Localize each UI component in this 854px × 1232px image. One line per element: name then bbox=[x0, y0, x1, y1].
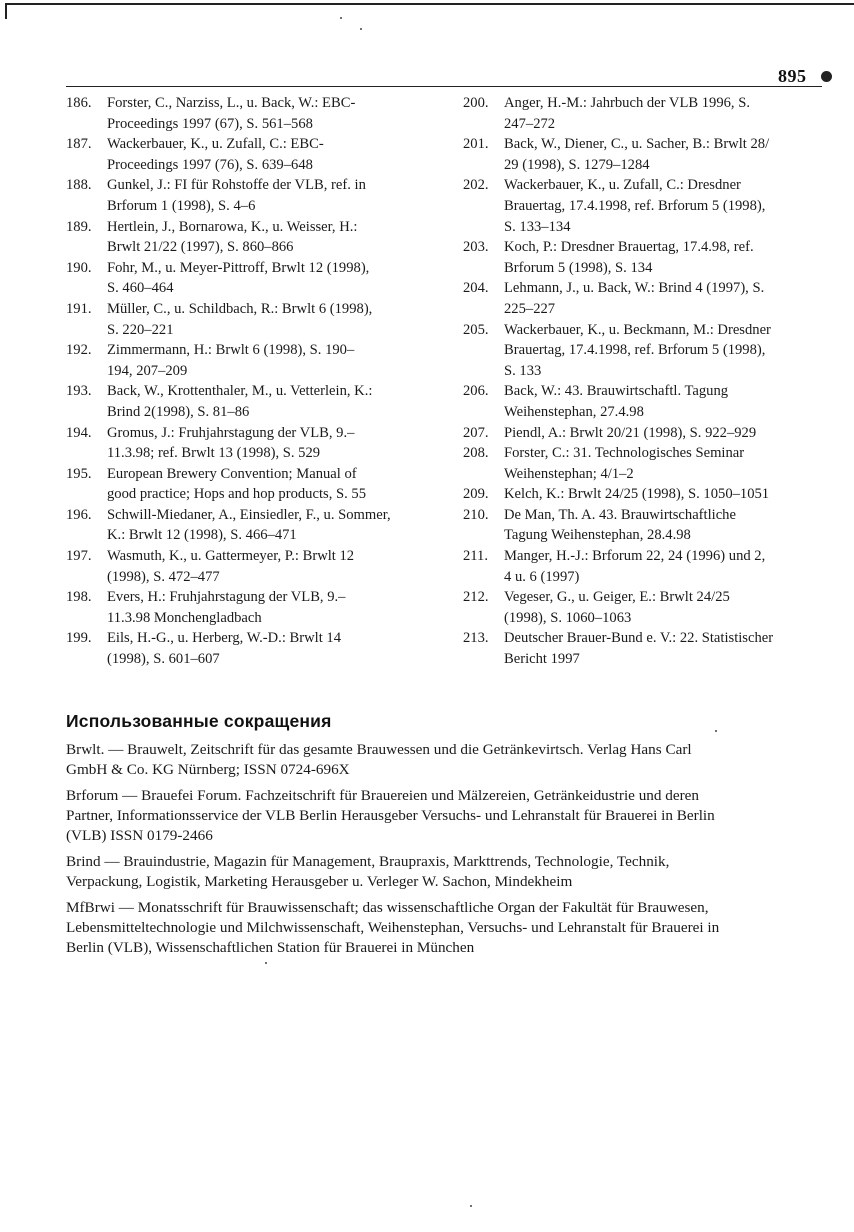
abbreviation-entry: Brforum — Brauefei Forum. Fachzeitschrift für Brauereien und Mälzereien, Getränkeidustrie und deren Partner, Informationsservice der VLB Berlin Herausgeber Versuchs- und Lehranstalt für Brauerei in Berlin (VLB) ISSN 0179-2466 bbox=[66, 787, 715, 844]
reference-number: 212. bbox=[463, 589, 489, 606]
reference-text: Schwill-Miedaner, A., Einsiedler, F., u. Sommer, K.: Brwlt 12 (1998), S. 466–471 bbox=[107, 506, 391, 544]
reference-text: Koch, P.: Dresdner Brauertag, 17.4.98, ref. Brforum 5 (1998), S. 134 bbox=[504, 239, 754, 276]
scan-corner-mark bbox=[5, 3, 854, 19]
reference-text: Back, W., Diener, C., u. Sacher, B.: Brwlt 28/ 29 (1998), S. 1279–1284 bbox=[504, 136, 770, 173]
reference-text: Anger, H.-M.: Jahrbuch der VLB 1996, S. 247–272 bbox=[504, 95, 750, 132]
reference-item bbox=[66, 546, 446, 587]
reference-number: 205. bbox=[463, 321, 489, 338]
reference-number: 196. bbox=[66, 506, 92, 523]
reference-number: 190. bbox=[66, 259, 92, 276]
reference-text: Gromus, J.: Fruhjahrstagung der VLB, 9.– 11.3.98; ref. Brwlt 13 (1998), S. 529 bbox=[107, 424, 355, 462]
reference-text: Vegeser, G., u. Geiger, E.: Brwlt 24/25 (1998), S. 1060–1063 bbox=[504, 589, 730, 626]
reference-text: De Man, Th. A. 43. Brauwirtschaftliche Tagung Weihenstephan, 28.4.98 bbox=[504, 506, 736, 544]
reference-number: 193. bbox=[66, 383, 92, 400]
reference-text: Lehmann, J., u. Back, W.: Brind 4 (1997), S. 225–227 bbox=[504, 280, 765, 317]
reference-text: Piendl, A.: Brwlt 20/21 (1998), S. 922–929 bbox=[504, 424, 757, 441]
reference-text: Wasmuth, K., u. Gattermeyer, P.: Brwlt 12 (1998), S. 472–477 bbox=[107, 548, 355, 585]
scan-speck bbox=[340, 17, 342, 19]
abbreviations-heading: Использованные сокращения bbox=[66, 711, 332, 731]
reference-item bbox=[463, 381, 843, 422]
reference-item bbox=[66, 340, 446, 381]
reference-number: 202. bbox=[463, 177, 489, 194]
reference-text: Gunkel, J.: FI für Rohstoffe der VLB, ref. in Brforum 1 (1998), S. 4–6 bbox=[107, 177, 366, 214]
page-number: 895 bbox=[778, 66, 807, 86]
reference-number: 206. bbox=[463, 383, 489, 400]
scan-speck bbox=[265, 962, 267, 964]
reference-text: Forster, C., Narziss, L., u. Back, W.: EBC- Proceedings 1997 (67), S. 561–568 bbox=[107, 95, 356, 132]
reference-number: 200. bbox=[463, 95, 489, 111]
reference-item bbox=[66, 299, 446, 340]
reference-item bbox=[463, 278, 843, 319]
reference-text: Manger, H.-J.: Brforum 22, 24 (1996) und 2, 4 u. 6 (1997) bbox=[504, 548, 766, 585]
reference-text: Wackerbauer, K., u. Zufall, C.: Dresdner Brauertag, 17.4.1998, ref. Brforum 5 (1998), S. 133–134 bbox=[504, 177, 766, 235]
abbreviations-list bbox=[66, 740, 836, 964]
reference-number: 198. bbox=[66, 589, 92, 606]
reference-item bbox=[463, 237, 843, 278]
reference-text: European Brewery Convention; Manual of good practice; Hops and hop products, S. 55 bbox=[107, 465, 366, 503]
reference-number: 188. bbox=[66, 177, 92, 194]
reference-number: 189. bbox=[66, 218, 92, 235]
reference-number: 208. bbox=[463, 445, 489, 462]
reference-text: Wackerbauer, K., u. Beckmann, M.: Dresdner Brauertag, 17.4.1998, ref. Brforum 5 (1998), S. 133 bbox=[504, 321, 771, 379]
reference-item bbox=[66, 505, 446, 546]
reference-text: Hertlein, J., Bornarowa, K., u. Weisser, H.: Brwlt 21/22 (1997), S. 860–866 bbox=[107, 218, 358, 256]
reference-item bbox=[463, 423, 843, 444]
reference-item bbox=[66, 217, 446, 258]
reference-number: 199. bbox=[66, 630, 92, 647]
reference-number: 203. bbox=[463, 239, 489, 256]
reference-item bbox=[463, 587, 843, 628]
reference-text: Wackerbauer, K., u. Zufall, C.: EBC- Proceedings 1997 (76), S. 639–648 bbox=[107, 136, 324, 173]
reference-number: 187. bbox=[66, 136, 92, 153]
reference-number: 195. bbox=[66, 465, 92, 482]
reference-number: 201. bbox=[463, 136, 489, 153]
reference-item bbox=[66, 587, 446, 628]
references-right-column bbox=[463, 93, 843, 670]
reference-item bbox=[66, 464, 446, 505]
reference-number: 207. bbox=[463, 424, 489, 441]
reference-text: Forster, C.: 31. Technologisches Seminar Weihenstephan; 4/1–2 bbox=[504, 445, 745, 482]
reference-item bbox=[66, 423, 446, 464]
reference-item bbox=[66, 628, 446, 669]
reference-item bbox=[463, 628, 843, 669]
reference-item bbox=[66, 93, 446, 134]
reference-item bbox=[463, 443, 843, 484]
reference-item bbox=[66, 175, 446, 216]
reference-text: Back, W.: 43. Brauwirtschaftl. Tagung Weihenstephan, 27.4.98 bbox=[504, 383, 729, 420]
reference-number: 209. bbox=[463, 486, 489, 503]
reference-number: 204. bbox=[463, 280, 489, 297]
reference-item bbox=[463, 484, 843, 505]
reference-number: 191. bbox=[66, 300, 92, 317]
abbreviation-entry: Brwlt. — Brauwelt, Zeitschrift für das gesamte Brauwessen und die Getränkevirtsch. Verlag Hans Carl GmbH & Co. KG Nürnberg; ISSN 0724-696X bbox=[66, 741, 692, 778]
reference-item bbox=[463, 175, 843, 237]
reference-text: Fohr, M., u. Meyer-Pittroff, Brwlt 12 (1998), S. 460–464 bbox=[107, 259, 370, 297]
reference-item bbox=[66, 134, 446, 175]
reference-item bbox=[463, 546, 843, 587]
reference-text: Back, W., Krottenthaler, M., u. Vetterlein, K.: Brind 2(1998), S. 81–86 bbox=[107, 383, 373, 420]
reference-item bbox=[463, 134, 843, 175]
reference-number: 213. bbox=[463, 630, 489, 647]
reference-item bbox=[66, 381, 446, 422]
scan-speck bbox=[360, 28, 362, 30]
reference-text: Evers, H.: Fruhjahrstagung der VLB, 9.– 11.3.98 Monchengladbach bbox=[107, 589, 346, 626]
reference-number: 194. bbox=[66, 424, 92, 441]
references-left-column bbox=[66, 93, 446, 670]
reference-text: Kelch, K.: Brwlt 24/25 (1998), S. 1050–1051 bbox=[504, 486, 770, 503]
reference-text: Zimmermann, H.: Brwlt 6 (1998), S. 190– 194, 207–209 bbox=[107, 342, 355, 379]
reference-number: 192. bbox=[66, 342, 92, 359]
reference-item bbox=[463, 505, 843, 546]
reference-number: 186. bbox=[66, 95, 92, 111]
reference-number: 211. bbox=[463, 548, 488, 565]
reference-text: Eils, H.-G., u. Herberg, W.-D.: Brwlt 14 (1998), S. 601–607 bbox=[107, 630, 342, 668]
page-marker-dot-icon bbox=[821, 71, 832, 82]
scan-speck bbox=[470, 1205, 472, 1207]
scan-speck bbox=[715, 730, 717, 732]
reference-item bbox=[463, 320, 843, 382]
reference-number: 210. bbox=[463, 506, 489, 523]
reference-text: Deutscher Brauer-Bund e. V.: 22. Statistischer Bericht 1997 bbox=[504, 630, 774, 668]
reference-text: Müller, C., u. Schildbach, R.: Brwlt 6 (1998), S. 220–221 bbox=[107, 300, 373, 338]
header-rule bbox=[66, 86, 822, 87]
reference-number: 197. bbox=[66, 548, 92, 565]
abbreviation-entry: MfBrwi — Monatsschrift für Brauwissenschaft; das wissenschaftliche Organ der Fakultät für Brauwesen, Lebensmitteltechnologie und Milchwissenschaft, Weihenstephan, Versuchs- und Lehranstalt für Brauerei in Berlin (VLB), Wissenschaftlichen Station für Brauerei in München bbox=[66, 899, 720, 956]
abbreviation-entry: Brind — Brauindustrie, Magazin für Management, Braupraxis, Markttrends, Technologie, Technik, Verpackung, Logistik, Marketing Herausgeber u. Verleger W. Sachon, Mindekheim bbox=[66, 853, 670, 890]
reference-item bbox=[66, 258, 446, 299]
reference-item bbox=[463, 93, 843, 134]
